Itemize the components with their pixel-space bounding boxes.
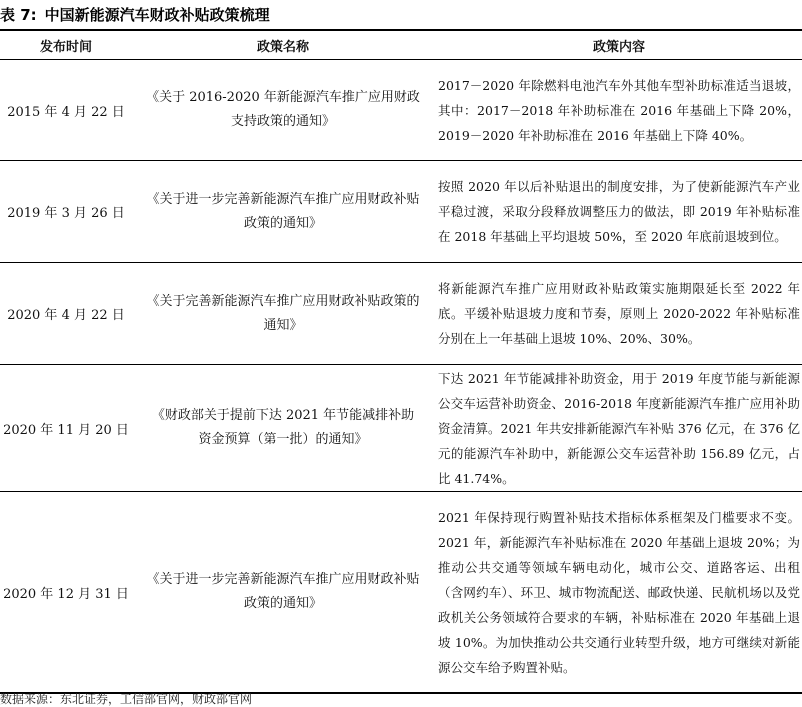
table-number: 表 7:	[0, 6, 37, 24]
table-row	[0, 161, 802, 263]
policy-content: 下达 2021 年节能减排补助资金，用于 2019 年度节能与新能源公交车运营补助资金、2016-2018 年度新能源汽车推广应用补助资金清算。2021 年共安排新能源汽车补贴 376 亿元，在 376 亿元的能源汽车补助中，新能源公交车运营补助 156.89 亿元，占比 41.74%。	[438, 370, 800, 486]
policy-name: 《关于进一步完善新能源汽车推广应用财政补贴政策的通知》	[146, 572, 420, 611]
policy-name: 《关于完善新能源汽车推广应用财政补贴政策的通知》	[146, 293, 420, 333]
table-header-row	[0, 31, 802, 60]
release-date: 2020 年 4 月 22 日	[7, 308, 125, 323]
table-row	[0, 365, 802, 492]
policy-table	[0, 29, 802, 694]
header-policy-name: 政策名称	[256, 39, 309, 55]
policy-name: 《关于进一步完善新能源汽车推广应用财政补贴政策的通知》	[146, 191, 420, 231]
release-date: 2019 年 3 月 26 日	[7, 206, 125, 221]
policy-name: 《财政部关于提前下达 2021 年节能减排补助资金预算（第一批）的通知》	[151, 408, 415, 447]
table-title: 中国新能源汽车财政补贴政策梳理	[44, 6, 270, 24]
policy-content: 2021 年保持现行购置补贴技术指标体系框架及门槛要求不变。2021 年，新能源汽车补贴标准在 2020 年基础上退坡 20%；为推动公共交通等领域车辆电动化，城市公交、道路客运、出租（含网约车）、环卫、城市物流配送、邮政快递、民航机场以及党政机关公务领域符合要求的车辆，补贴标准在 2020 年基础上退坡 10%。为加快推动公共交通行业转型升级，地方可继续对新能源公交车给予购置补贴。	[438, 509, 800, 675]
release-date: 2015 年 4 月 22 日	[7, 104, 125, 120]
policy-content: 2017－2020 年除燃料电池汽车外其他车型补助标准适当退坡，其中：2017－2018 年补助标准在 2016 年基础上下降 20%，2019－2020 年补助标准在 2016 年基础上下降 40%。	[438, 77, 800, 143]
table-row	[0, 263, 802, 365]
header-policy-content: 政策内容	[592, 39, 645, 55]
table-caption	[0, 4, 270, 26]
data-source-note: 数据来源：东北证券，工信部官网，财政部官网	[0, 692, 253, 706]
release-date: 2020 年 12 月 31 日	[3, 586, 129, 602]
table-row	[0, 60, 802, 161]
policy-content: 按照 2020 年以后补贴退出的制度安排，为了使新能源汽车产业平稳过渡，采取分段释放调整压力的做法，即 2019 年补贴标准在 2018 年基础上平均退坡 50%，至 2020 年底前退坡到位。	[438, 179, 800, 244]
header-release-date: 发布时间	[39, 39, 92, 55]
release-date: 2020 年 11 月 20 日	[3, 422, 129, 438]
policy-content: 将新能源汽车推广应用财政补贴政策实施期限延长至 2022 年底。平缓补贴退坡力度和节奏，原则上 2020-2022 年补贴标准分别在上一年基础上退坡 10%、20%、30%。	[438, 281, 800, 346]
table-row	[0, 492, 802, 694]
policy-name: 《关于 2016-2020 年新能源汽车推广应用财政支持政策的通知》	[146, 90, 420, 129]
